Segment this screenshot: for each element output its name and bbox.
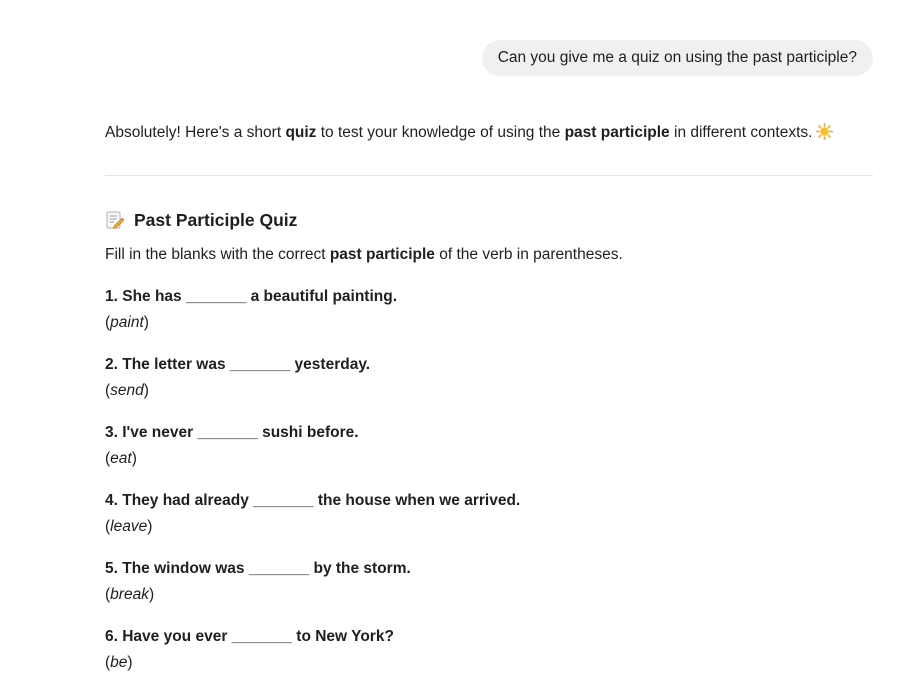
question-item: [105, 626, 873, 674]
question-list: [105, 286, 873, 674]
quiz-instructions: [105, 244, 873, 266]
intro-text-3: in different contexts.: [669, 124, 813, 141]
instructions-text-2: of the verb in parentheses.: [434, 246, 623, 263]
question-text: 4. They had already _______ the house when we arrived.: [105, 492, 521, 509]
intro-bold-quiz: quiz: [285, 124, 317, 141]
question-hint: (leave): [105, 518, 153, 535]
question-item: [105, 354, 873, 402]
hint-verb: send: [110, 382, 144, 399]
question-hint: (break): [105, 586, 155, 603]
question-text: 6. Have you ever _______ to New York?: [105, 628, 394, 645]
user-message-text: Can you give me a quiz on using the past participle?: [497, 49, 857, 66]
quiz-heading: [105, 208, 873, 232]
question-text: 2. The letter was _______ yesterday.: [105, 356, 371, 373]
hint-verb: eat: [110, 450, 132, 467]
hint-verb: break: [110, 586, 149, 603]
hint-verb: paint: [110, 314, 144, 331]
intro-text-2: to test your knowledge of using the: [316, 124, 565, 141]
question-hint: (eat): [105, 450, 137, 467]
instructions-bold: past participle: [329, 246, 435, 263]
intro-text-1: Absolutely! Here's a short: [105, 124, 286, 141]
question-item: [105, 422, 873, 470]
question-text: 5. The window was _______ by the storm.: [105, 560, 411, 577]
instructions-text-1: Fill in the blanks with the correct: [105, 246, 330, 263]
user-message-bubble: [482, 40, 873, 76]
intro-bold-past-participle: past participle: [564, 124, 670, 141]
question-item: [105, 286, 873, 334]
question-item: [105, 490, 873, 538]
question-hint: (paint): [105, 314, 149, 331]
quiz-title: Past Participle Quiz: [134, 209, 298, 230]
sun-icon: [816, 123, 833, 140]
question-hint: (be): [105, 654, 133, 671]
question-text: 1. She has _______ a beautiful painting.: [105, 288, 398, 305]
hint-verb: leave: [110, 518, 148, 535]
assistant-response: [105, 122, 873, 674]
question-hint: (send): [105, 382, 149, 399]
question-item: [105, 558, 873, 606]
section-divider: [105, 175, 873, 176]
question-text: 3. I've never _______ sushi before.: [105, 424, 359, 441]
memo-icon: [105, 210, 125, 230]
intro-paragraph: [105, 122, 873, 144]
hint-verb: be: [110, 654, 128, 671]
